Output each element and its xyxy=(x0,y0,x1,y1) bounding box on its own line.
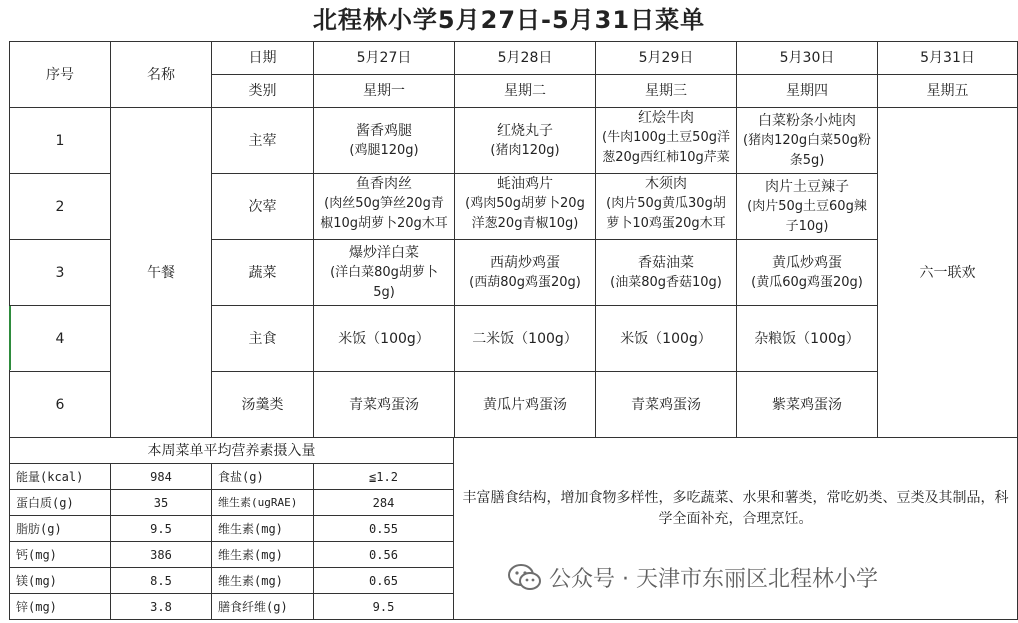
dish-soup: 青菜鸡蛋汤 xyxy=(313,371,455,438)
nutrient-value: 386 xyxy=(110,541,212,568)
nutrient-label: 维生素(mg) xyxy=(211,515,314,542)
row-seq: 2 xyxy=(9,173,111,240)
dish-detail: (鸡肉50g胡萝卜20g洋葱20g青椒10g) xyxy=(465,196,585,231)
category-staple: 主食 xyxy=(211,305,314,372)
weekday-mon: 星期一 xyxy=(313,74,455,108)
nutrient-label: 镁(mg) xyxy=(9,567,111,594)
watermark-text: 公众号 · 天津市东丽区北程林小学 xyxy=(549,567,878,592)
page-title: 北程林小学5月27日-5月31日菜单 xyxy=(312,6,706,34)
category-side-meat: 次荤 xyxy=(211,173,314,240)
row-seq: 4 xyxy=(9,305,111,372)
nutrient-value: 35 xyxy=(110,489,212,516)
category-main-meat: 主荤 xyxy=(211,107,314,174)
nutrient-value: 9.5 xyxy=(110,515,212,542)
dish-detail: (西葫80g鸡蛋20g) xyxy=(469,274,581,290)
nutrient-label: 脂肪(g) xyxy=(9,515,111,542)
date-wed: 5月29日 xyxy=(595,41,737,75)
dish-detail: (猪肉120g白菜50g粉条5g) xyxy=(743,132,871,168)
dish-detail: (肉片50g黄瓜30g胡萝卜10鸡蛋20g木耳 xyxy=(606,196,726,231)
header-category: 类别 xyxy=(211,74,314,108)
nutrient-value: 9.5 xyxy=(313,593,454,620)
selection-marker xyxy=(9,306,11,370)
nutrient-label: 钙(mg) xyxy=(9,541,111,568)
dish-name: 香菇油菜 xyxy=(638,254,694,271)
dish-name: 肉片土豆辣子 xyxy=(765,178,849,195)
nutrient-label: 维生素(ugRAE) xyxy=(211,489,314,516)
dish-detail: (肉丝50g笋丝20g青椒10g胡萝卜20g木耳 xyxy=(320,196,448,231)
dietary-advice: 丰富膳食结构，增加食物多样性，多吃蔬菜、水果和薯类，常吃奶类、豆类及其制品，科学全面补充，合理烹饪。 xyxy=(453,437,1018,620)
date-tue: 5月28日 xyxy=(454,41,596,75)
dish-detail: (鸡腿120g) xyxy=(349,142,419,158)
nutrient-label: 膳食纤维(g) xyxy=(211,593,314,620)
dish-cell xyxy=(313,239,455,306)
nutrient-value: 0.65 xyxy=(313,567,454,594)
dish-cell xyxy=(736,239,878,306)
weekday-wed: 星期三 xyxy=(595,74,737,108)
dish-name: 红烧丸子 xyxy=(497,122,553,139)
dish-staple: 杂粮饭（100g） xyxy=(736,305,878,372)
weekday-tue: 星期二 xyxy=(454,74,596,108)
row-seq: 6 xyxy=(9,371,111,438)
nutrient-label: 蛋白质(g) xyxy=(9,489,111,516)
dish-detail: (油菜80g香菇10g) xyxy=(610,274,722,290)
dish-soup: 紫菜鸡蛋汤 xyxy=(736,371,878,438)
dish-soup: 青菜鸡蛋汤 xyxy=(595,371,737,438)
nutrient-value: 984 xyxy=(110,463,212,490)
nutrient-value: 0.56 xyxy=(313,541,454,568)
date-mon: 5月27日 xyxy=(313,41,455,75)
nutrient-label: 能量(kcal) xyxy=(9,463,111,490)
dish-name: 红烩牛肉 xyxy=(638,110,694,126)
dish-staple: 米饭（100g） xyxy=(313,305,455,372)
dish-cell xyxy=(595,107,737,174)
wechat-icon xyxy=(507,563,543,593)
row-seq: 3 xyxy=(9,239,111,306)
dish-name: 蚝油鸡片 xyxy=(497,176,553,192)
dish-staple: 二米饭（100g） xyxy=(454,305,596,372)
dish-cell xyxy=(454,239,596,306)
nutrient-label: 锌(mg) xyxy=(9,593,111,620)
dish-cell xyxy=(313,107,455,174)
dish-cell xyxy=(595,239,737,306)
category-vegetable: 蔬菜 xyxy=(211,239,314,306)
date-thu: 5月30日 xyxy=(736,41,878,75)
dish-name: 木须肉 xyxy=(645,176,687,192)
nutrient-label: 维生素(mg) xyxy=(211,541,314,568)
header-seq: 序号 xyxy=(9,41,111,108)
dish-cell xyxy=(454,107,596,174)
weekday-fri: 星期五 xyxy=(877,74,1018,108)
dish-cell xyxy=(595,173,737,240)
dish-detail: (牛肉100g土豆50g洋葱20g西红柿10g芹菜 xyxy=(602,130,730,165)
nutrient-value: 8.5 xyxy=(110,567,212,594)
row-seq: 1 xyxy=(9,107,111,174)
weekday-thu: 星期四 xyxy=(736,74,878,108)
dish-name: 黄瓜炒鸡蛋 xyxy=(772,254,842,271)
dish-soup: 黄瓜片鸡蛋汤 xyxy=(454,371,596,438)
header-date: 日期 xyxy=(211,41,314,75)
dish-detail: (洋白菜80g胡萝卜5g) xyxy=(330,264,438,300)
nutrition-title: 本周菜单平均营养素摄入量 xyxy=(9,437,454,464)
dish-name: 白菜粉条小炖肉 xyxy=(758,112,856,129)
dish-name: 鱼香肉丝 xyxy=(356,176,412,192)
dish-detail: (黄瓜60g鸡蛋20g) xyxy=(751,274,863,290)
nutrient-value: 0.55 xyxy=(313,515,454,542)
dish-cell xyxy=(454,173,596,240)
category-soup: 汤羹类 xyxy=(211,371,314,438)
dish-name: 酱香鸡腿 xyxy=(356,122,412,139)
nutrient-label: 食盐(g) xyxy=(211,463,314,490)
watermark xyxy=(507,562,878,593)
meal-name: 午餐 xyxy=(110,107,212,438)
header-name: 名称 xyxy=(110,41,212,108)
dish-name: 西葫炒鸡蛋 xyxy=(490,254,560,271)
date-fri: 5月31日 xyxy=(877,41,1018,75)
nutrient-value: ≦1.2 xyxy=(313,463,454,490)
dish-staple: 米饭（100g） xyxy=(595,305,737,372)
dish-cell xyxy=(736,173,878,240)
dish-detail: (猪肉120g) xyxy=(490,142,560,158)
dish-detail: (肉片50g土豆60g辣子10g) xyxy=(747,198,867,234)
dish-name: 爆炒洋白菜 xyxy=(349,244,419,261)
nutrient-value: 284 xyxy=(313,489,454,516)
friday-note: 六一联欢 xyxy=(877,107,1018,438)
nutrient-label: 维生素(mg) xyxy=(211,567,314,594)
nutrient-value: 3.8 xyxy=(110,593,212,620)
dish-cell xyxy=(736,107,878,174)
dish-cell xyxy=(313,173,455,240)
